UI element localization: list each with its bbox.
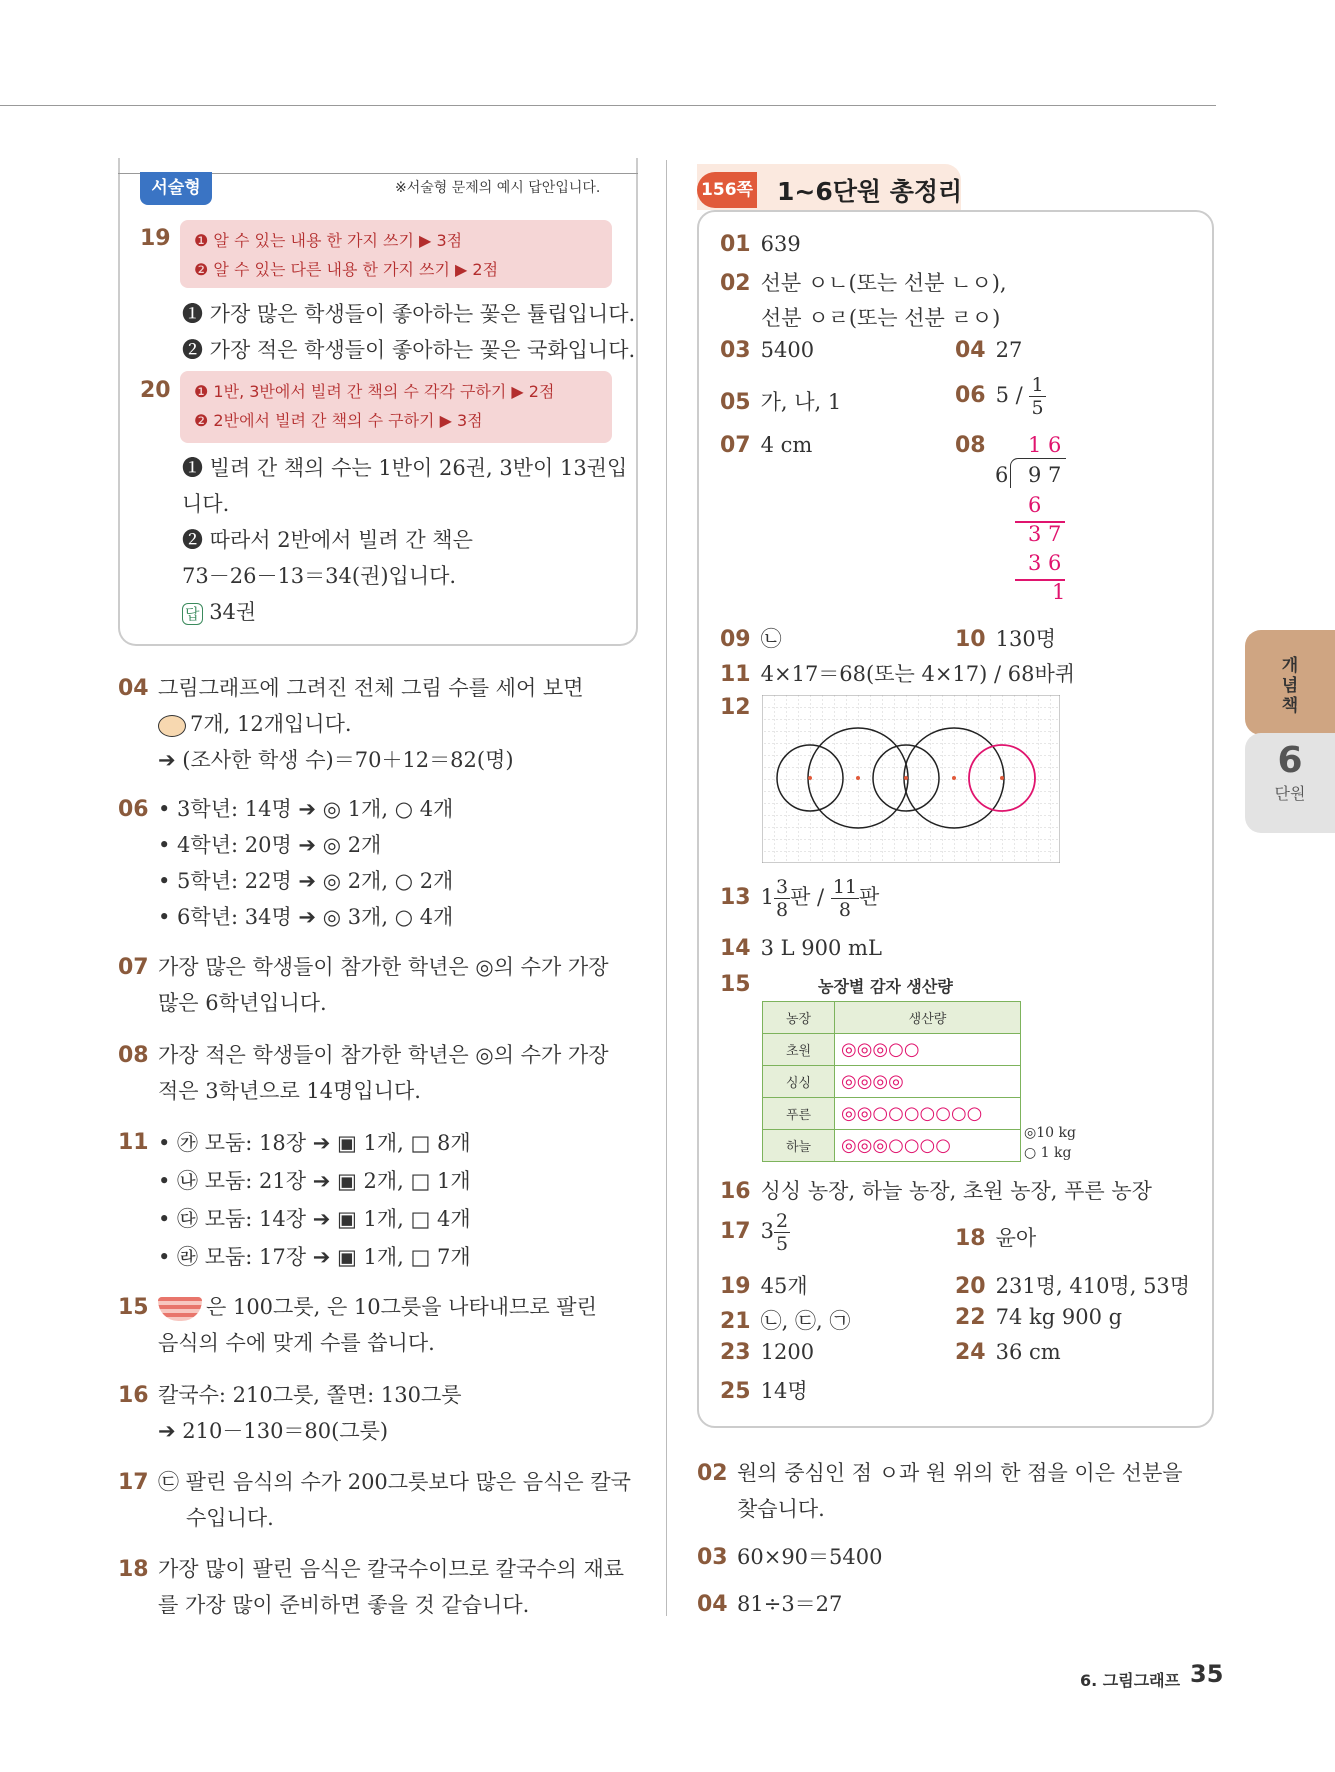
answer-text: 5 / xyxy=(995,383,1023,407)
header-cell: 생산량 xyxy=(835,1002,1021,1034)
header-cell: 농장 xyxy=(763,1002,835,1034)
q20-rubric-line: ❶ 1반, 3반에서 빌려 간 책의 수 각각 구하기 ▶ 2점 xyxy=(194,382,555,401)
answer-13 xyxy=(720,876,879,921)
item-06 xyxy=(158,791,453,935)
farm-cell: 싱싱 xyxy=(763,1066,835,1098)
item-line: • ㉮ 모둠: 18장 ➔ ▣ 1개, □ 8개 xyxy=(158,1131,471,1155)
answer-text: 5400 xyxy=(760,338,815,362)
division-divisor: 6 xyxy=(995,463,1009,487)
answer-01 xyxy=(720,232,801,257)
item-line-text: 7개, 12개입니다. xyxy=(190,712,352,736)
q20-final xyxy=(182,594,627,630)
item-line: 적은 3학년으로 14명입니다. xyxy=(158,1079,421,1103)
answer-20 xyxy=(955,1270,1190,1300)
answer-23 xyxy=(720,1340,814,1365)
answer-04 xyxy=(955,338,1022,363)
review-title: 1~6단원 총정리 xyxy=(777,177,963,206)
answer-number: 02 xyxy=(720,271,751,296)
farm-cell: 하늘 xyxy=(763,1130,835,1162)
answer-21 xyxy=(720,1305,850,1335)
answer-24 xyxy=(955,1340,1061,1365)
q19-rubric-line: ❷ 알 수 있는 다른 내용 한 가지 쓰기 ▶ 2점 xyxy=(194,260,499,279)
circle-center xyxy=(952,776,956,780)
answer-text: 14명 xyxy=(760,1379,808,1403)
item-line: 칼국수: 210그릇, 쫄면: 130그릇 xyxy=(158,1383,462,1407)
answer-number: 20 xyxy=(955,1274,986,1299)
q20-rubric xyxy=(180,371,612,443)
farm-cell: 푸른 xyxy=(763,1098,835,1130)
item-16 xyxy=(158,1377,462,1449)
item-number: 17 xyxy=(118,1470,149,1495)
farm-cell: 초원 xyxy=(763,1034,835,1066)
item-line-text: 은 100그릇, 은 10그릇을 나타내므로 팔린 xyxy=(206,1295,597,1319)
q19-rubric-line: ❶ 알 수 있는 내용 한 가지 쓰기 ▶ 3점 xyxy=(194,231,463,250)
numerator: 1 xyxy=(1031,374,1044,396)
answer-text: 윤아 xyxy=(995,1226,1037,1250)
column-divider xyxy=(666,160,667,1616)
answer-number: 24 xyxy=(955,1340,986,1365)
answer-number: 01 xyxy=(720,232,751,257)
item-11 xyxy=(158,1124,471,1276)
legend-big: ◎10 kg xyxy=(1024,1125,1076,1141)
item-number: 04 xyxy=(118,676,149,701)
answer-text: ㉡, ㉢, ㉠ xyxy=(760,1309,851,1333)
production-cell: ◎◎○○○○○○○ xyxy=(835,1098,1021,1130)
item-line: ➔ 210－130＝80(그릇) xyxy=(158,1419,389,1443)
production-cell: ◎◎◎◎ xyxy=(835,1066,1021,1098)
fraction xyxy=(831,876,859,921)
item-number: 03 xyxy=(697,1545,728,1570)
side-tab-concept[interactable] xyxy=(1245,630,1335,735)
item-number: 18 xyxy=(118,1557,149,1582)
item-line: • ㉰ 모둠: 14장 ➔ ▣ 1개, □ 4개 xyxy=(158,1207,471,1231)
item-number: 06 xyxy=(118,797,149,822)
answer-15 xyxy=(720,972,761,997)
table-header-row xyxy=(763,1002,1021,1034)
answer-06 xyxy=(955,374,1046,419)
bowl-icon xyxy=(158,1297,202,1321)
division-step: 3 7 xyxy=(1028,522,1062,546)
answer-number: 16 xyxy=(720,1179,751,1204)
item-04 xyxy=(158,670,583,778)
mixed-whole: 1 xyxy=(760,885,774,909)
circle-center xyxy=(1000,776,1004,780)
table-row xyxy=(763,1066,1021,1098)
division-step: 3 6 xyxy=(1028,551,1062,575)
explanation-04: 81÷3＝27 xyxy=(737,1592,843,1616)
legend-small: ○ 1 kg xyxy=(1024,1145,1072,1161)
item-line: 그림그래프에 그려진 전체 그림 수를 세어 보면 xyxy=(158,676,584,700)
item-line: 찾습니다. xyxy=(737,1497,825,1521)
answer-text: ㉡ xyxy=(760,627,782,651)
item-07 xyxy=(158,949,608,1021)
answer-number: 19 xyxy=(720,1274,751,1299)
answer-number: 04 xyxy=(955,338,986,363)
essay-tag: 서술형 xyxy=(140,172,212,205)
answer-value: 34권 xyxy=(209,600,257,624)
answer-number: 13 xyxy=(720,885,751,910)
item-number: 02 xyxy=(697,1461,728,1486)
answer-number: 18 xyxy=(955,1226,986,1251)
answer-number: 07 xyxy=(720,433,751,458)
answer-text: 36 cm xyxy=(995,1340,1061,1364)
fraction xyxy=(774,1210,790,1255)
item-line: • ㉯ 모둠: 21장 ➔ ▣ 2개, □ 1개 xyxy=(158,1169,471,1193)
item-line: 가장 적은 학생들이 참가한 학년은 ◎의 수가 가장 xyxy=(158,1043,609,1067)
item-line: 수입니다. xyxy=(186,1506,274,1530)
answer-text: 130명 xyxy=(995,627,1056,651)
answer-03 xyxy=(720,338,814,363)
answer-08 xyxy=(955,433,996,458)
q19-number: 19 xyxy=(140,226,171,251)
answer-number: 23 xyxy=(720,1340,751,1365)
answer-18 xyxy=(955,1222,1036,1252)
production-cell: ◎◎◎○○○○ xyxy=(835,1130,1021,1162)
denominator: 5 xyxy=(1031,397,1044,419)
side-tab-unit[interactable] xyxy=(1245,733,1335,833)
item-08 xyxy=(158,1037,608,1109)
answer-mark: 답 xyxy=(182,603,203,625)
division-step: 6 xyxy=(1028,493,1042,517)
table-row xyxy=(763,1130,1021,1162)
answer-number: 10 xyxy=(955,627,986,652)
denominator: 8 xyxy=(776,899,789,921)
item-line: 를 가장 많이 준비하면 좋을 것 같습니다. xyxy=(158,1593,530,1617)
table-row xyxy=(763,1034,1021,1066)
division-remainder: 1 xyxy=(1052,580,1066,604)
mixed-whole: 3 xyxy=(760,1219,774,1243)
answer-number: 06 xyxy=(955,383,986,408)
answer-number: 17 xyxy=(720,1219,751,1244)
explanation-03: 60×90＝5400 xyxy=(737,1545,883,1569)
division-dividend: 9 7 xyxy=(1028,463,1062,487)
page-badge: 156쪽 xyxy=(697,172,757,208)
item-line: 음식의 수에 맞게 수를 씁니다. xyxy=(158,1331,435,1355)
numerator: 3 xyxy=(776,876,789,898)
table-legend xyxy=(1024,1123,1076,1163)
answer-number: 15 xyxy=(720,972,751,997)
student-face-big-icon xyxy=(158,715,186,737)
item-number: 15 xyxy=(118,1295,149,1320)
item-line: 원의 중심인 점 ㅇ과 원 위의 한 점을 이은 선분을 xyxy=(737,1461,1183,1485)
answer-number: 09 xyxy=(720,627,751,652)
answer-14 xyxy=(720,936,882,961)
answer-text: 74 kg 900 g xyxy=(995,1305,1123,1329)
answer-number: 05 xyxy=(720,390,751,415)
answer-09 xyxy=(720,623,782,653)
answer-text: 가, 나, 1 xyxy=(760,390,842,414)
item-line: • 3학년: 14명 ➔ ◎ 1개, ○ 4개 xyxy=(158,797,454,821)
fraction xyxy=(1029,374,1045,419)
answer-number: 12 xyxy=(720,695,751,720)
item-number: 16 xyxy=(118,1383,149,1408)
answer-number: 25 xyxy=(720,1379,751,1404)
q20-line: ❶ 빌려 간 책의 수는 1반이 26권, 3반이 13권입 xyxy=(182,456,628,480)
answer-11 xyxy=(720,658,1075,688)
item-line xyxy=(158,1289,597,1325)
q20-rubric-line: ❷ 2반에서 빌려 간 책의 수 구하기 ▶ 3점 xyxy=(194,411,483,430)
answer-text: 선분 ㅇㄴ(또는 선분 ㄴㅇ), xyxy=(760,271,1007,295)
item-line: ㉢ 팔린 음식의 수가 200그릇보다 많은 음식은 칼국 xyxy=(158,1470,631,1494)
division-quotient: 1 6 xyxy=(1028,433,1062,457)
item-line: ➔ (조사한 학생 수)＝70＋12＝82(명) xyxy=(158,748,514,772)
answer-text: 4×17＝68(또는 4×17) / 68바퀴 xyxy=(760,662,1076,686)
item-line: 가장 많이 팔린 음식은 칼국수이므로 칼국수의 재료 xyxy=(158,1557,625,1581)
table-row xyxy=(763,1098,1021,1130)
item-18 xyxy=(158,1551,624,1623)
answer-19 xyxy=(720,1270,808,1300)
answer-16 xyxy=(720,1175,1152,1205)
answer-12 xyxy=(720,695,761,720)
q20-line: 73－26－13＝34(권)입니다. xyxy=(182,564,457,588)
answer-text: 639 xyxy=(760,232,801,256)
q20-line: ❷ 따라서 2반에서 빌려 간 책은 xyxy=(182,528,473,552)
q19-answer xyxy=(182,296,635,368)
numerator: 11 xyxy=(832,876,858,898)
answer-unit: 판 xyxy=(859,885,880,909)
answer-text: 싱싱 농장, 하늘 농장, 초원 농장, 푸른 농장 xyxy=(760,1179,1152,1203)
answer-text: 3 L 900 mL xyxy=(760,936,882,960)
answer-text: 1200 xyxy=(760,1340,815,1364)
item-line xyxy=(158,706,583,742)
page-number: 35 xyxy=(1190,1660,1224,1688)
answer-number: 22 xyxy=(955,1305,986,1330)
item-number: 07 xyxy=(118,955,149,980)
side-tab-label: 개념책 xyxy=(1281,656,1299,716)
top-rule xyxy=(0,105,1216,106)
circle-center xyxy=(856,776,860,780)
item-line: 가장 많은 학생들이 참가한 학년은 ◎의 수가 가장 xyxy=(158,955,609,979)
item-line: • ㉱ 모둠: 17장 ➔ ▣ 1개, □ 7개 xyxy=(158,1245,471,1269)
answer-number: 08 xyxy=(955,433,986,458)
answer-17 xyxy=(720,1210,790,1255)
item-line: • 4학년: 20명 ➔ ◎ 2개 xyxy=(158,833,382,857)
item-15 xyxy=(158,1289,597,1361)
item-line: • 5학년: 22명 ➔ ◎ 2개, ○ 2개 xyxy=(158,869,454,893)
answer-25 xyxy=(720,1375,808,1405)
answer-05 xyxy=(720,386,841,416)
circle-center xyxy=(904,776,908,780)
item-number: 11 xyxy=(118,1130,149,1155)
answer-text: 231명, 410명, 53명 xyxy=(995,1274,1191,1298)
answer-07 xyxy=(720,433,812,458)
answer-number: 14 xyxy=(720,936,751,961)
harvest-table-title: 농장별 감자 생산량 xyxy=(818,977,953,996)
item-line: 많은 6학년입니다. xyxy=(158,991,327,1015)
unit-label: 단원 xyxy=(1274,784,1306,803)
production-cell: ◎◎◎○○ xyxy=(835,1034,1021,1066)
item-number: 08 xyxy=(118,1043,149,1068)
denominator: 8 xyxy=(838,899,851,921)
answer-22 xyxy=(955,1305,1122,1330)
q19-line: ❷ 가장 적은 학생들이 좋아하는 꽃은 국화입니다. xyxy=(182,338,636,362)
item-number: 04 xyxy=(697,1592,728,1617)
q19-line: ❶ 가장 많은 학생들이 좋아하는 꽃은 튤립입니다. xyxy=(182,302,636,326)
answer-text: 4 cm xyxy=(760,433,813,457)
essay-note: ※서술형 문제의 예시 답안입니다. xyxy=(395,180,601,196)
denominator: 5 xyxy=(776,1233,789,1255)
explanation-02 xyxy=(737,1455,1183,1527)
q19-rubric xyxy=(180,220,612,288)
answer-unit: 판 / xyxy=(790,885,825,909)
answer-number: 03 xyxy=(720,338,751,363)
answer-02 xyxy=(720,267,1007,297)
answer-02-line2: 선분 ㅇㄹ(또는 선분 ㄹㅇ) xyxy=(761,306,1001,330)
answer-text: 45개 xyxy=(760,1274,808,1298)
answer-number: 11 xyxy=(720,662,751,687)
circle-center xyxy=(808,776,812,780)
answer-number: 21 xyxy=(720,1309,751,1334)
answer-10 xyxy=(955,623,1056,653)
item-17 xyxy=(158,1464,631,1536)
item-line: • 6학년: 34명 ➔ ◎ 3개, ○ 4개 xyxy=(158,905,454,929)
q20-number: 20 xyxy=(140,378,171,403)
answer-text: 27 xyxy=(995,338,1023,362)
fraction xyxy=(774,876,790,921)
footer-chapter: 6. 그림그래프 xyxy=(1080,1671,1181,1690)
circle-grid-diagram xyxy=(762,695,1060,863)
unit-number: 6 xyxy=(1277,740,1303,781)
q20-line: 니다. xyxy=(182,492,230,516)
q20-answer xyxy=(182,450,627,630)
harvest-table xyxy=(762,1001,1021,1162)
numerator: 2 xyxy=(776,1210,789,1232)
